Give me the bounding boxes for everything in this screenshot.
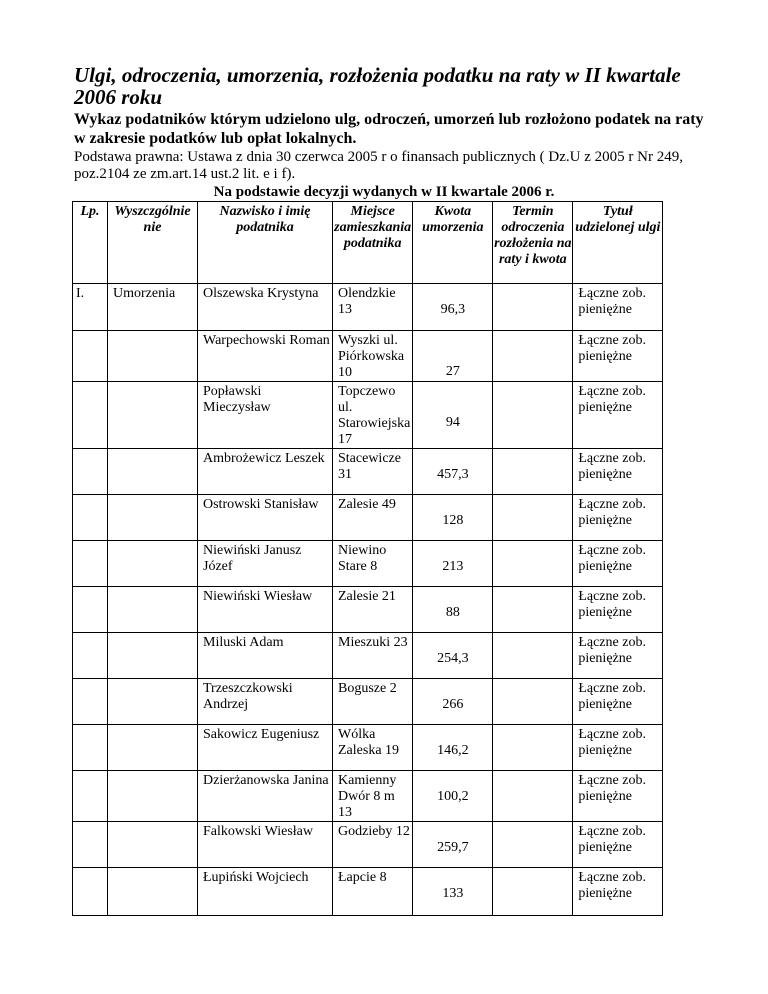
cell-title: Łączne zob. pieniężne xyxy=(573,771,663,822)
amount-value: 254,3 xyxy=(437,651,469,666)
decision-basis: Na podstawie decyzji wydanych w II kwartale 2006 r. xyxy=(213,184,555,200)
cell-category xyxy=(108,495,198,541)
header-title: Tytuł udzielonej ulgi xyxy=(573,202,663,284)
amount-value: 27 xyxy=(445,364,460,379)
amount-value: 88 xyxy=(445,605,460,620)
amount-value: 100,2 xyxy=(437,789,469,804)
cell-address: Topczewo ul. Starowiejska 17 xyxy=(333,382,413,449)
cell-title: Łączne zob. pieniężne xyxy=(573,541,663,587)
cell-name: Miluski Adam xyxy=(198,633,333,679)
cell-amount xyxy=(413,587,493,633)
table-row xyxy=(73,449,663,495)
cell-category: Umorzenia xyxy=(108,284,198,331)
cell-title: Łączne zob. pieniężne xyxy=(573,284,663,331)
cell-lp xyxy=(73,587,108,633)
cell-address: Zalesie 49 xyxy=(333,495,413,541)
amount-value: 133 xyxy=(442,886,464,901)
cell-deferral xyxy=(493,382,573,449)
amount-value: 94 xyxy=(445,415,460,430)
cell-address: Mieszuki 23 xyxy=(333,633,413,679)
cell-address: Łapcie 8 xyxy=(333,868,413,916)
relief-table xyxy=(72,201,663,916)
cell-amount xyxy=(413,868,493,916)
cell-amount xyxy=(413,822,493,868)
cell-amount xyxy=(413,284,493,331)
table-row xyxy=(73,633,663,679)
cell-title: Łączne zob. pieniężne xyxy=(573,725,663,771)
page-title: Ulgi, odroczenia, umorzenia, rozłożenia podatku na raty w II kwartale 2006 roku xyxy=(74,63,681,109)
cell-lp xyxy=(73,382,108,449)
cell-name: Falkowski Wiesław xyxy=(198,822,333,868)
cell-title: Łączne zob. pieniężne xyxy=(573,587,663,633)
cell-deferral xyxy=(493,822,573,868)
header-category: Wyszczgólnie nie xyxy=(108,202,198,284)
cell-title: Łączne zob. pieniężne xyxy=(573,868,663,916)
cell-name: Niewiński Janusz Józef xyxy=(198,541,333,587)
table-row xyxy=(73,822,663,868)
cell-category xyxy=(108,587,198,633)
cell-deferral xyxy=(493,331,573,382)
cell-deferral xyxy=(493,284,573,331)
table-row xyxy=(73,541,663,587)
cell-category xyxy=(108,868,198,916)
cell-lp xyxy=(73,725,108,771)
cell-amount xyxy=(413,495,493,541)
amount-value: 266 xyxy=(442,697,464,712)
cell-lp xyxy=(73,495,108,541)
cell-deferral xyxy=(493,679,573,725)
cell-category xyxy=(108,822,198,868)
cell-amount xyxy=(413,679,493,725)
cell-name: Sakowicz Eugeniusz xyxy=(198,725,333,771)
cell-name: Dzierżanowska Janina xyxy=(198,771,333,822)
table-row xyxy=(73,331,663,382)
cell-deferral xyxy=(493,725,573,771)
amount-value: 128 xyxy=(442,513,464,528)
header-amount: Kwota umorzenia xyxy=(413,202,493,284)
table-body xyxy=(73,284,663,916)
cell-title: Łączne zob. pieniężne xyxy=(573,331,663,382)
cell-category xyxy=(108,725,198,771)
cell-name: Trzeszczkowski Andrzej xyxy=(198,679,333,725)
cell-category xyxy=(108,541,198,587)
cell-lp xyxy=(73,541,108,587)
table-row xyxy=(73,495,663,541)
cell-lp xyxy=(73,449,108,495)
cell-title: Łączne zob. pieniężne xyxy=(573,495,663,541)
cell-amount xyxy=(413,331,493,382)
header-deferral: Termin odroczenia rozłożenia na raty i kwota xyxy=(493,202,573,284)
cell-deferral xyxy=(493,868,573,916)
cell-category xyxy=(108,633,198,679)
table-row xyxy=(73,382,663,449)
cell-amount xyxy=(413,382,493,449)
cell-address: Niewino Stare 8 xyxy=(333,541,413,587)
cell-address: Stacewicze 31 xyxy=(333,449,413,495)
cell-lp xyxy=(73,771,108,822)
cell-lp xyxy=(73,822,108,868)
table-row xyxy=(73,284,663,331)
table-row xyxy=(73,725,663,771)
cell-amount xyxy=(413,449,493,495)
cell-title: Łączne zob. pieniężne xyxy=(573,449,663,495)
cell-amount xyxy=(413,541,493,587)
cell-title: Łączne zob. pieniężne xyxy=(573,633,663,679)
cell-lp xyxy=(73,679,108,725)
cell-address: Kamienny Dwór 8 m 13 xyxy=(333,771,413,822)
cell-name: Olszewska Krystyna xyxy=(198,284,333,331)
cell-amount xyxy=(413,725,493,771)
cell-lp xyxy=(73,331,108,382)
cell-address: Godzieby 12 xyxy=(333,822,413,868)
cell-category xyxy=(108,679,198,725)
cell-category xyxy=(108,382,198,449)
cell-title: Łączne zob. pieniężne xyxy=(573,382,663,449)
cell-address: Zalesie 21 xyxy=(333,587,413,633)
table-row xyxy=(73,868,663,916)
header-name: Nazwisko i imię podatnika xyxy=(198,202,333,284)
cell-lp xyxy=(73,633,108,679)
cell-lp: I. xyxy=(73,284,108,331)
cell-name: Popławski Mieczysław xyxy=(198,382,333,449)
table-header-row xyxy=(73,202,663,284)
header-address: Miejsce zamieszkania podatnika xyxy=(333,202,413,284)
table-row xyxy=(73,587,663,633)
cell-title: Łączne zob. pieniężne xyxy=(573,822,663,868)
cell-deferral xyxy=(493,495,573,541)
cell-deferral xyxy=(493,587,573,633)
amount-value: 96,3 xyxy=(440,302,466,317)
cell-lp xyxy=(73,868,108,916)
cell-name: Ambrożewicz Leszek xyxy=(198,449,333,495)
header-lp: Lp. xyxy=(73,202,108,284)
document-subtitle: Wykaz podatników którym udzielono ulg, odroczeń, umorzeń lub rozłożono podatek na raty w zakresie podatków lub opłat lokalnych. xyxy=(74,111,704,147)
cell-deferral xyxy=(493,449,573,495)
amount-value: 146,2 xyxy=(437,743,469,758)
cell-deferral xyxy=(493,541,573,587)
amount-value: 457,3 xyxy=(437,467,469,482)
cell-deferral xyxy=(493,771,573,822)
cell-name: Łupiński Wojciech xyxy=(198,868,333,916)
cell-category xyxy=(108,331,198,382)
table-row xyxy=(73,771,663,822)
table-row xyxy=(73,679,663,725)
cell-category xyxy=(108,449,198,495)
cell-address: Bogusze 2 xyxy=(333,679,413,725)
cell-deferral xyxy=(493,633,573,679)
amount-value: 213 xyxy=(442,559,464,574)
cell-name: Niewiński Wiesław xyxy=(198,587,333,633)
cell-amount xyxy=(413,771,493,822)
cell-name: Ostrowski Stanisław xyxy=(198,495,333,541)
cell-category xyxy=(108,771,198,822)
cell-name: Warpechowski Roman xyxy=(198,331,333,382)
cell-title: Łączne zob. pieniężne xyxy=(573,679,663,725)
cell-address: Wyszki ul. Piórkowska 10 xyxy=(333,331,413,382)
amount-value: 259,7 xyxy=(437,840,469,855)
cell-address: Wólka Zaleska 19 xyxy=(333,725,413,771)
legal-basis: Podstawa prawna: Ustawa z dnia 30 czerwca 2005 r o finansach publicznych ( Dz.U z 2005 r Nr 249, poz.2104 ze zm.art.14 ust.2 lit. e i f). xyxy=(74,149,683,182)
cell-address: Olendzkie 13 xyxy=(333,284,413,331)
cell-amount xyxy=(413,633,493,679)
